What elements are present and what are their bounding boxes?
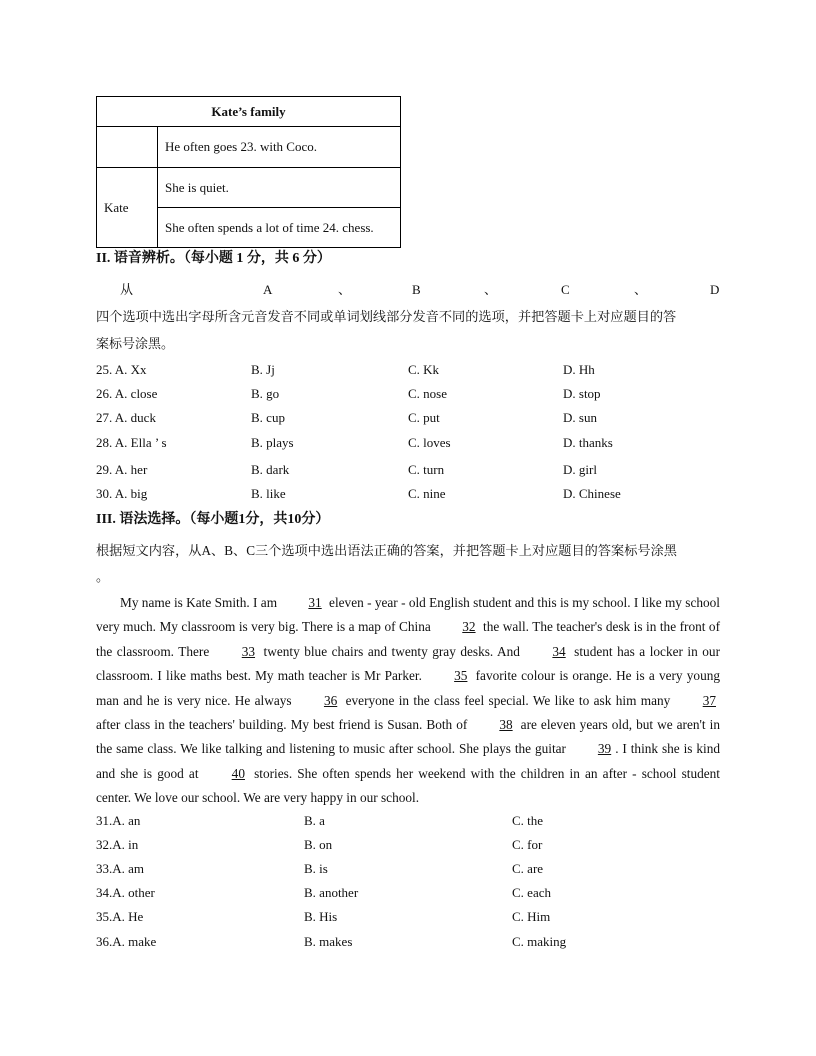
section3-instruction-cont: 。 [96,569,110,584]
blank-33: 33 [241,643,256,659]
family-table [96,96,401,248]
inst-sep: 、 [484,282,498,297]
option-c: C. for [512,837,543,852]
passage-text: eleven - year - old English student and this is my school. I like my school very much. My classroom is very big. There is a map of China [96,595,721,635]
blank-40: 40 [231,765,245,781]
section2-heading: II. 语音辨析。（每小题 1 分，共 6 分） [96,251,331,266]
inst-letter-c: C [561,282,570,297]
option-a: 34.A. other [96,885,155,900]
inst-letter-a: A [263,282,273,297]
option-c: C. the [512,813,544,828]
blank-38: 38 [499,717,513,733]
passage-text: . I think she is kind and she is good at [96,741,720,781]
question-label: 25. A. Xx [96,362,147,377]
option-c: C. put [408,410,440,425]
passage [96,591,720,811]
question-label: 30. A. big [96,486,148,501]
table-cell-row1: He often goes 23. with Coco. [158,127,401,168]
option-b: B. is [304,861,328,876]
table-title: Kate’s family [97,97,401,127]
option-b: B. another [304,885,359,900]
passage-text: favorite colour is orange. He is a very young man and he is very nice. He always [96,668,721,708]
blank-31: 31 [308,595,322,610]
option-b: B. on [304,837,333,852]
section2-instruction: 四个选项中选出字母所含元音发音不同或单词划线部分发音不同的选项，并把答题卡上对应题目的答 [96,309,677,324]
question-label: 29. A. her [96,462,148,477]
question-label: 27. A. duck [96,410,156,425]
inst-sep: 、 [634,282,648,297]
option-c: C. are [512,861,544,876]
inst-letter-d: D [710,282,720,297]
option-d: D. Hh [563,362,595,377]
option-a: 35.A. He [96,909,144,924]
option-b: B. His [304,909,338,924]
option-b: B. cup [251,410,285,425]
inst-word: 从 [120,282,134,297]
table-empty-cell [97,127,158,168]
option-c: C. Him [512,909,551,924]
passage-text: are eleven years old, but we aren't in the same class. We like talking and listening to music after school. She plays the guitar [96,717,721,757]
section3-instruction: 根据短文内容，从A、B、C三个选项中选出语法正确的答案，并把答题卡上对应题目的答案标号涂黑 [96,543,677,558]
option-c: C. nose [408,386,447,401]
question-label: 28. A. Ella ’ s [96,435,167,450]
passage-text: everyone in the class feel special. We like to ask him many [341,692,675,708]
table-cell-row2: She is quiet. [158,168,401,208]
option-c: C. nine [408,486,446,501]
option-c: C. loves [408,435,451,450]
blank-35: 35 [454,668,468,684]
option-a: 31.A. an [96,813,141,828]
option-b: B. go [251,386,280,401]
inst-sep: 、 [338,282,352,297]
option-b: B. Jj [251,362,275,377]
blank-37: 37 [702,692,716,708]
option-a: 33.A. am [96,861,145,876]
option-c: C. turn [408,462,445,477]
option-c: C. Kk [408,362,440,377]
blank-39: 39 [597,741,612,757]
option-d: D. Chinese [563,486,621,501]
passage-text: stories. She often spends her weekend with the children in an after - school student center. We love our school. We are very happy in our school. [96,765,720,806]
inst-letter-b: B [412,282,421,297]
passage-text: student has a locker in our classroom. I like maths best. My math teacher is Mr Parker. [96,643,720,684]
option-b: B. makes [304,934,353,949]
option-d: D. stop [563,386,601,401]
option-d: D. sun [563,410,597,425]
passage-text: twenty blue chairs and twenty gray desks. And [259,643,525,659]
option-c: C. each [512,885,551,900]
table-cell-row3: She often spends a lot of time 24. chess. [158,208,401,248]
blank-36: 36 [323,692,338,708]
option-a: 36.A. make [96,934,157,949]
section3-heading: III. 语法选择。（每小题1分，共10分） [96,512,330,527]
passage-text: after class in the teachers' building. My best friend is Susan. Both of [96,717,472,733]
question-label: 26. A. close [96,386,158,401]
table-cell-name: Kate [97,168,158,248]
passage-text: My name is Kate Smith. I am [120,595,281,610]
passage-text: the wall. The teacher's desk is in the front of the classroom. There [96,619,721,659]
option-b: B. plays [251,435,294,450]
section2-instruction-cont: 案标号涂黑。 [96,336,175,351]
option-b: B. a [304,813,325,828]
option-a: 32.A. in [96,837,139,852]
option-b: B. dark [251,462,290,477]
option-c: C. making [512,934,567,949]
blank-34: 34 [552,643,566,659]
option-d: D. thanks [563,435,613,450]
option-d: D. girl [563,462,597,477]
option-b: B. like [251,486,286,501]
blank-32: 32 [462,619,476,635]
